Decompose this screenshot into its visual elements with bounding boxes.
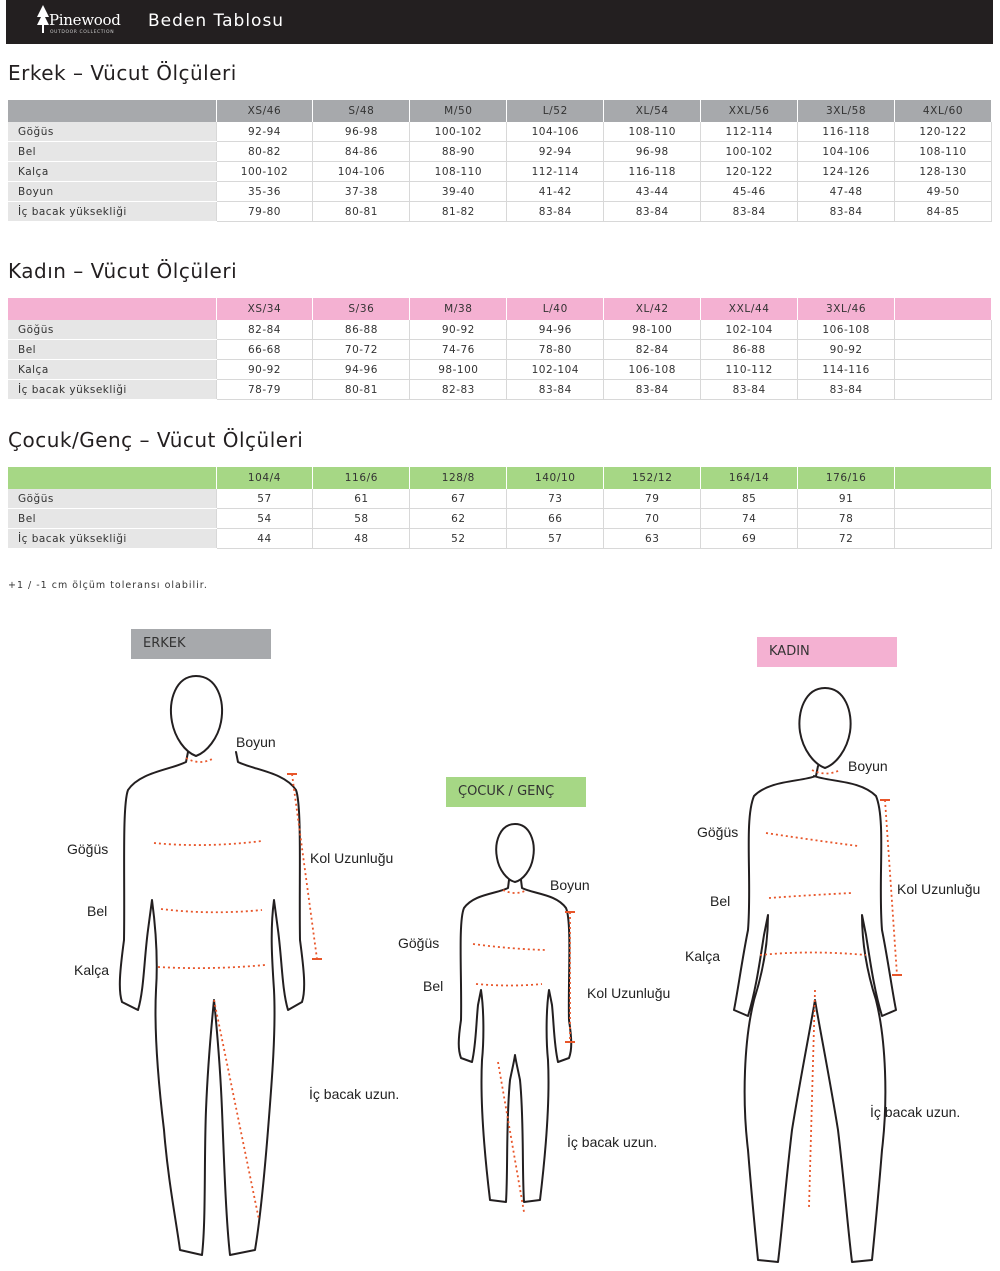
measurement-value: 52	[410, 529, 507, 549]
page-title: Beden Tablosu	[148, 11, 285, 31]
measurement-value: 67	[410, 489, 507, 509]
size-header: M/50	[410, 100, 507, 122]
measurement-value: 79	[604, 489, 701, 509]
measurement-value: 83-84	[798, 202, 895, 222]
measurement-value: 78-79	[216, 380, 313, 400]
measurement-value: 83-84	[507, 380, 604, 400]
size-header: XXL/44	[701, 298, 798, 320]
measurement-value: 108-110	[895, 142, 992, 162]
women-label-neck: Boyun	[848, 758, 888, 774]
measurement-label: Bel	[8, 340, 216, 360]
measurement-value: 70	[604, 509, 701, 529]
measurement-value: 104-106	[798, 142, 895, 162]
measurement-value: 58	[313, 509, 410, 529]
size-header: 164/14	[701, 467, 798, 489]
size-header: M/38	[410, 298, 507, 320]
size-header: 176/16	[798, 467, 895, 489]
size-header: XL/42	[604, 298, 701, 320]
measurement-label: Bel	[8, 142, 216, 162]
men-label-neck: Boyun	[236, 734, 276, 750]
women-label-chest: Göğüs	[697, 824, 739, 840]
men-label-waist: Bel	[87, 903, 108, 919]
kids-label-chest: Göğüs	[398, 935, 440, 951]
measurement-value: 104-106	[313, 162, 410, 182]
measurement-value: 108-110	[604, 122, 701, 142]
measurement-value: 78-80	[507, 340, 604, 360]
measurement-value: 114-116	[798, 360, 895, 380]
measurement-value: 57	[507, 529, 604, 549]
measurement-label: İç bacak yüksekliği	[8, 202, 216, 222]
size-header: 116/6	[313, 467, 410, 489]
measurement-value: 61	[313, 489, 410, 509]
measurement-label: Kalça	[8, 360, 216, 380]
measurement-value: 70-72	[313, 340, 410, 360]
kids-label-inseam: İç bacak uzun.	[567, 1134, 658, 1150]
women-section-title: Kadın – Vücut Ölçüleri	[8, 259, 238, 283]
brand-name: Pinewood	[49, 11, 121, 29]
size-header: XL/54	[604, 100, 701, 122]
measurement-value: 82-83	[410, 380, 507, 400]
size-header: 3XL/46	[798, 298, 895, 320]
measurement-value: 102-104	[701, 320, 798, 340]
measurement-value: 84-85	[895, 202, 992, 222]
measurement-value: 120-122	[701, 162, 798, 182]
measurement-value: 80-82	[216, 142, 313, 162]
measurement-label: Göğüs	[8, 489, 216, 509]
measurement-value: 41-42	[507, 182, 604, 202]
measurement-value: 94-96	[507, 320, 604, 340]
measurement-value: 92-94	[216, 122, 313, 142]
measurement-value: 47-48	[798, 182, 895, 202]
women-figure-outline	[734, 688, 896, 1262]
measurement-value: 94-96	[313, 360, 410, 380]
men-label-chest: Göğüs	[67, 841, 109, 857]
measurement-value: 48	[313, 529, 410, 549]
measurement-value: 90-92	[216, 360, 313, 380]
measurement-value: 116-118	[798, 122, 895, 142]
measurement-value: 81-82	[410, 202, 507, 222]
measurement-value: 63	[604, 529, 701, 549]
measurement-value: 72	[798, 529, 895, 549]
measurement-value: 80-81	[313, 380, 410, 400]
measurement-value: 66-68	[216, 340, 313, 360]
measurement-value: 83-84	[798, 380, 895, 400]
measurement-value: 110-112	[701, 360, 798, 380]
measurement-value: 83-84	[701, 202, 798, 222]
measurement-value: 100-102	[410, 122, 507, 142]
women-badge: KADIN	[757, 637, 897, 667]
size-header: 152/12	[604, 467, 701, 489]
measurement-value: 98-100	[410, 360, 507, 380]
measurement-value: 35-36	[216, 182, 313, 202]
kids-label-sleeve: Kol Uzunluğu	[587, 985, 671, 1001]
measurement-value: 82-84	[216, 320, 313, 340]
measurement-value: 100-102	[701, 142, 798, 162]
size-header: 104/4	[216, 467, 313, 489]
men-badge: ERKEK	[131, 629, 271, 659]
measurement-value: 112-114	[701, 122, 798, 142]
size-header: L/52	[507, 100, 604, 122]
measurement-value: 91	[798, 489, 895, 509]
measurement-value: 90-92	[798, 340, 895, 360]
size-header: 128/8	[410, 467, 507, 489]
tolerance-note: +1 / -1 cm ölçüm toleransı olabilir.	[8, 580, 208, 591]
size-header: 3XL/58	[798, 100, 895, 122]
women-label-hip: Kalça	[685, 948, 721, 964]
measurement-value: 106-108	[798, 320, 895, 340]
measurement-value: 37-38	[313, 182, 410, 202]
measurement-value: 98-100	[604, 320, 701, 340]
measurement-label: İç bacak yüksekliği	[8, 529, 216, 549]
measurement-value: 82-84	[604, 340, 701, 360]
size-header: 140/10	[507, 467, 604, 489]
measurement-value: 54	[216, 509, 313, 529]
measurement-value: 66	[507, 509, 604, 529]
size-header: L/40	[507, 298, 604, 320]
measurement-value: 57	[216, 489, 313, 509]
measurement-value: 100-102	[216, 162, 313, 182]
measurement-value: 83-84	[701, 380, 798, 400]
men-figure-outline	[120, 676, 304, 1255]
measurement-value: 73	[507, 489, 604, 509]
measurement-value: 43-44	[604, 182, 701, 202]
measurement-value: 74-76	[410, 340, 507, 360]
measurement-value: 90-92	[410, 320, 507, 340]
measurement-value: 96-98	[313, 122, 410, 142]
size-header: S/48	[313, 100, 410, 122]
men-label-hip: Kalça	[74, 962, 110, 978]
measurement-value: 80-81	[313, 202, 410, 222]
measurement-value: 92-94	[507, 142, 604, 162]
men-section-title: Erkek – Vücut Ölçüleri	[8, 61, 237, 85]
measurement-label: Bel	[8, 509, 216, 529]
size-header: XS/46	[216, 100, 313, 122]
size-header: S/36	[313, 298, 410, 320]
measurement-value: 120-122	[895, 122, 992, 142]
measurement-value: 85	[701, 489, 798, 509]
measurement-value: 78	[798, 509, 895, 529]
measurement-value: 96-98	[604, 142, 701, 162]
measurement-label: Göğüs	[8, 122, 216, 142]
measurement-label: İç bacak yüksekliği	[8, 380, 216, 400]
measurement-value: 128-130	[895, 162, 992, 182]
measurement-label: Kalça	[8, 162, 216, 182]
measurement-value: 83-84	[604, 380, 701, 400]
measurement-label: Boyun	[8, 182, 216, 202]
measurement-value: 86-88	[701, 340, 798, 360]
kids-label-neck: Boyun	[550, 877, 590, 893]
measurement-value: 108-110	[410, 162, 507, 182]
measurement-label: Göğüs	[8, 320, 216, 340]
men-label-sleeve: Kol Uzunluğu	[310, 850, 394, 866]
measurement-value: 83-84	[507, 202, 604, 222]
measurement-value: 106-108	[604, 360, 701, 380]
kids-badge: ÇOCUK / GENÇ	[446, 777, 586, 807]
measurement-value: 79-80	[216, 202, 313, 222]
brand-sub: OUTDOOR COLLECTION	[50, 30, 115, 35]
size-header: XS/34	[216, 298, 313, 320]
size-header: 4XL/60	[895, 100, 992, 122]
men-label-inseam: İç bacak uzun.	[309, 1086, 400, 1102]
measurement-value: 116-118	[604, 162, 701, 182]
measurement-value: 83-84	[604, 202, 701, 222]
women-label-inseam: İç bacak uzun.	[870, 1104, 961, 1120]
kids-label-waist: Bel	[423, 978, 444, 994]
women-label-sleeve: Kol Uzunluğu	[897, 881, 981, 897]
measurement-value: 44	[216, 529, 313, 549]
measurement-value: 124-126	[798, 162, 895, 182]
measurement-value: 102-104	[507, 360, 604, 380]
size-header: XXL/56	[701, 100, 798, 122]
measurement-value: 84-86	[313, 142, 410, 162]
measurement-value: 62	[410, 509, 507, 529]
measurement-value: 49-50	[895, 182, 992, 202]
measurement-value: 39-40	[410, 182, 507, 202]
measurement-value: 69	[701, 529, 798, 549]
measurement-value: 88-90	[410, 142, 507, 162]
women-label-waist: Bel	[710, 893, 731, 909]
measurement-value: 112-114	[507, 162, 604, 182]
measurement-value: 86-88	[313, 320, 410, 340]
kids-section-title: Çocuk/Genç – Vücut Ölçüleri	[8, 428, 304, 452]
measurement-value: 45-46	[701, 182, 798, 202]
measurement-value: 104-106	[507, 122, 604, 142]
measurement-value: 74	[701, 509, 798, 529]
